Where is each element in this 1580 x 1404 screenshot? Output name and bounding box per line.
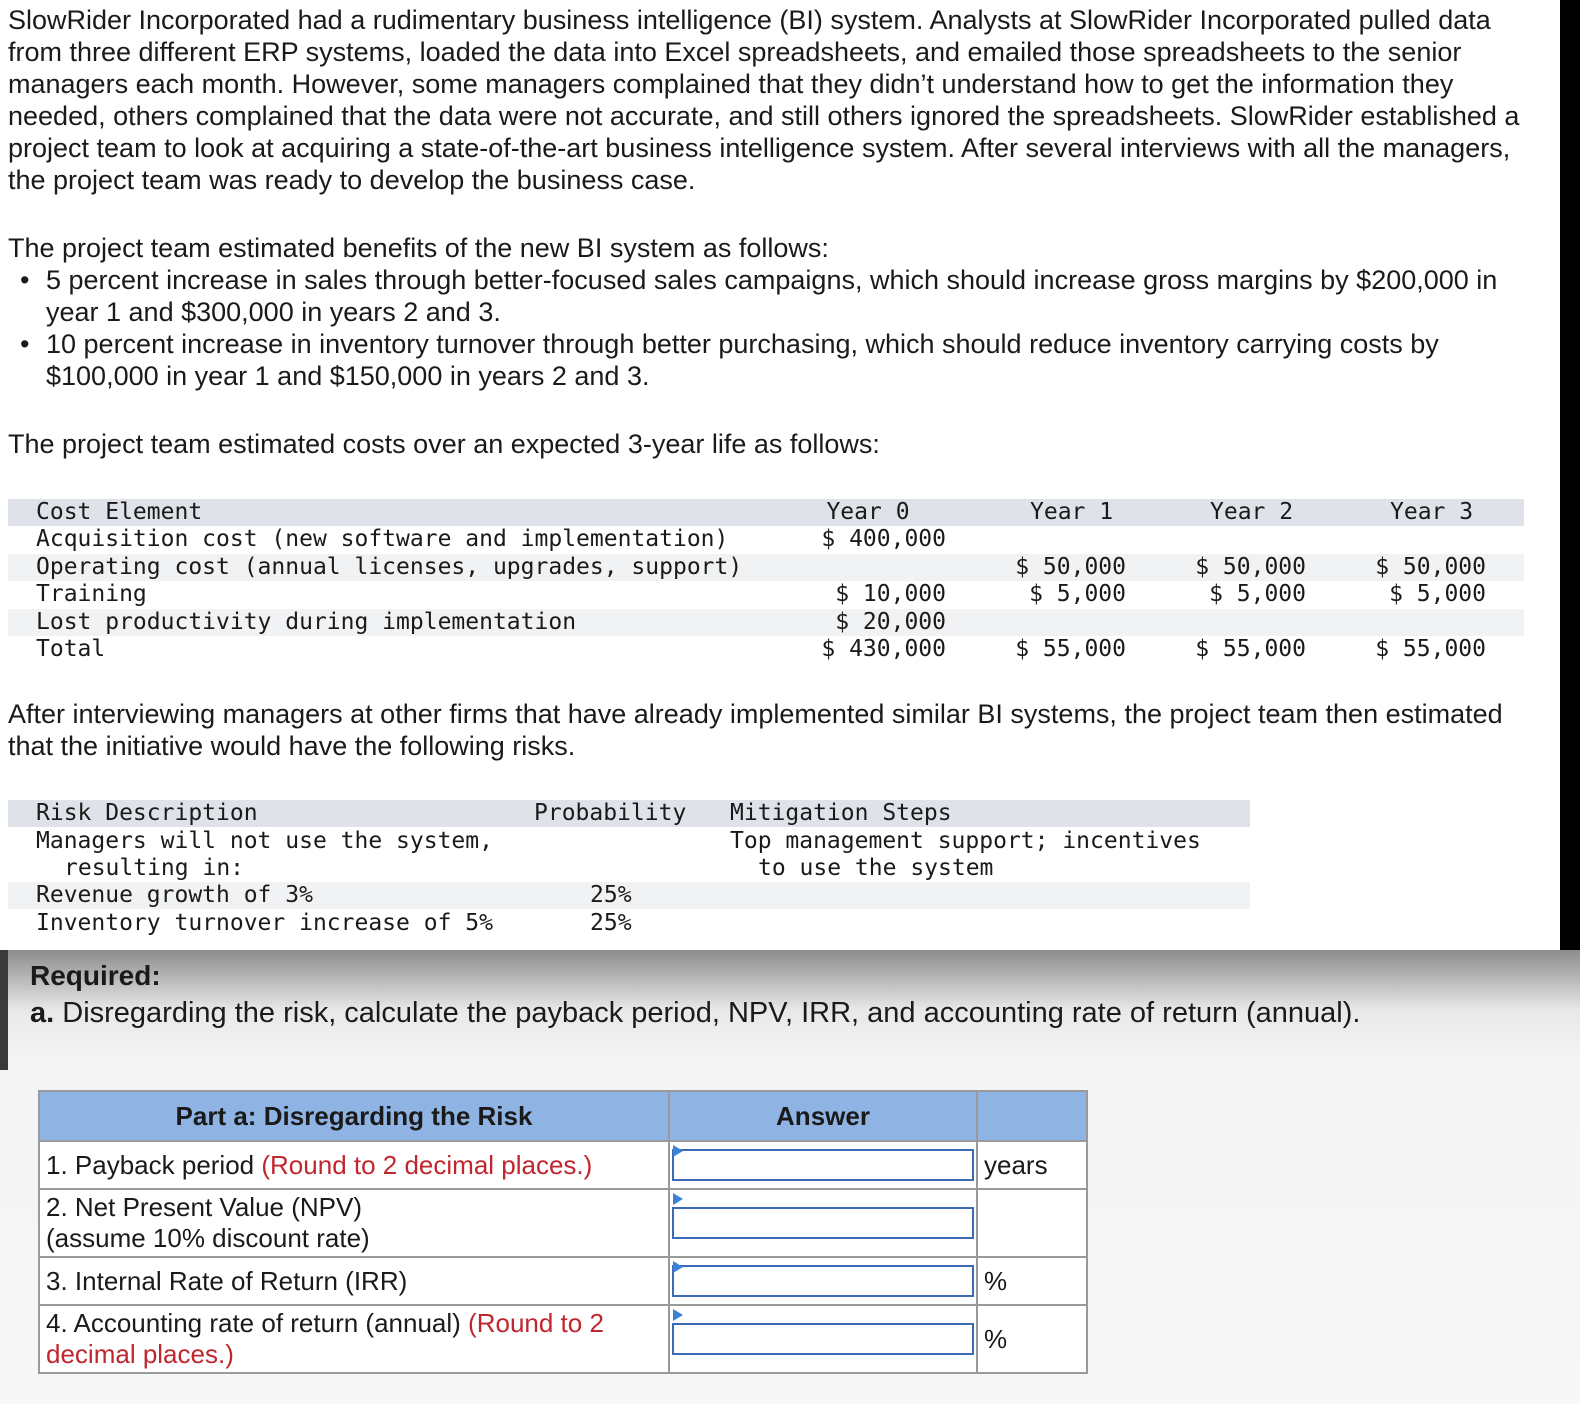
cost-cell: $ 400,000 — [821, 526, 946, 552]
benefits-intro: The project team estimated benefits of the new BI system as follows: — [8, 233, 829, 263]
flag-icon — [673, 1309, 683, 1321]
answer-cell — [669, 1141, 977, 1189]
arr-input[interactable] — [672, 1323, 974, 1355]
cost-cell: $ 10,000 — [835, 581, 946, 607]
cost-header-year2: Year 2 — [1210, 499, 1294, 525]
part-a-text: Disregarding the risk, calculate the payback period, NPV, IRR, and accounting rate of return (annual). — [62, 997, 1361, 1029]
cost-row-label: Operating cost (annual licenses, upgrades, support) — [36, 554, 743, 580]
answer-table-header-left: Part a: Disregarding the Risk — [39, 1091, 669, 1141]
unit-label: % — [977, 1257, 1087, 1305]
irr-input[interactable] — [672, 1265, 974, 1297]
cost-total-cell: $ 430,000 — [821, 636, 946, 662]
cost-header-year1: Year 1 — [1030, 499, 1114, 525]
npv-input[interactable] — [672, 1207, 974, 1239]
risk-description: Revenue growth of 3% — [36, 882, 313, 908]
cost-cell: $ 50,000 — [1375, 554, 1486, 580]
answer-cell — [669, 1257, 977, 1305]
cost-row-label: Lost productivity during implementation — [36, 609, 577, 635]
cost-total-cell: $ 55,000 — [1015, 636, 1126, 662]
cost-cell: $ 5,000 — [1209, 581, 1306, 607]
cost-row-label: Acquisition cost (new software and implementation) — [36, 526, 729, 552]
risk-probability: 25% — [590, 910, 632, 936]
unit-label: % — [977, 1305, 1087, 1373]
arr-label: 4. Accounting rate of return (annual) — [46, 1308, 461, 1338]
answer-table-header-unit — [977, 1091, 1087, 1141]
risk-description: Managers will not use the system, — [36, 828, 493, 854]
cost-header-element: Cost Element — [36, 499, 203, 525]
bullet-icon: • — [20, 329, 30, 359]
question-label — [39, 1141, 669, 1189]
window-edge — [0, 950, 8, 1070]
risk-header-description: Risk Description — [36, 800, 258, 826]
risk-header-probability: Probability — [534, 800, 687, 826]
question-label — [39, 1305, 669, 1373]
risk-intro: After interviewing managers at other firms that have already implemented similar BI systems, the project team then estimated that the initiative would have the following risks. — [8, 699, 1503, 761]
benefit-text-2: 10 percent increase in inventory turnover through better purchasing, which should reduce inventory carrying costs by $100,000 in year 1 and $150,000 in years 2 and 3. — [46, 329, 1439, 391]
costs-intro: The project team estimated costs over an expected 3-year life as follows: — [8, 429, 880, 459]
risk-header-mitigation: Mitigation Steps — [730, 800, 952, 826]
table-row — [39, 1257, 1087, 1305]
risk-mitigation: Top management support; incentives — [730, 828, 1201, 854]
cost-total-cell: $ 55,000 — [1375, 636, 1486, 662]
cost-row-label: Training — [36, 581, 147, 607]
payback-label: 1. Payback period — [46, 1149, 255, 1180]
table-row — [39, 1189, 1087, 1257]
answer-cell — [669, 1305, 977, 1373]
window-edge — [1560, 0, 1580, 950]
risk-description-cont: resulting in: — [64, 855, 245, 881]
risk-mitigation-cont: to use the system — [758, 855, 994, 881]
risk-description: Inventory turnover increase of 5% — [36, 910, 493, 936]
rounding-note: (Round to 2 — [468, 1308, 604, 1338]
question-panel — [0, 950, 1580, 1404]
payback-input[interactable] — [672, 1149, 974, 1181]
rounding-note-cont: decimal places.) — [46, 1339, 234, 1369]
cost-total-label: Total — [36, 636, 106, 662]
benefit-text-1: 5 percent increase in sales through better-focused sales campaigns, which should increase gross margins by $200,000 in year 1 and $300,000 in years 2 and 3. — [46, 265, 1498, 327]
table-row — [39, 1305, 1087, 1373]
cost-cell: $ 5,000 — [1389, 581, 1486, 607]
flag-icon — [673, 1193, 683, 1205]
flag-icon — [673, 1145, 683, 1157]
answer-table — [38, 1090, 1088, 1374]
flag-icon — [673, 1261, 683, 1273]
part-a-letter: a. — [30, 997, 55, 1029]
table-row — [39, 1141, 1087, 1189]
required-title: Required: — [30, 960, 161, 991]
cost-cell: $ 50,000 — [1195, 554, 1306, 580]
cost-cell: $ 5,000 — [1029, 581, 1126, 607]
bullet-icon: • — [20, 265, 30, 295]
question-label: 3. Internal Rate of Return (IRR) — [39, 1257, 669, 1305]
cost-cell: $ 20,000 — [835, 609, 946, 635]
npv-label-note: (assume 10% discount rate) — [46, 1223, 370, 1253]
required-part-a — [30, 997, 1360, 1030]
cost-header-year0: Year 0 — [826, 499, 910, 525]
answer-table-header-answer: Answer — [669, 1091, 977, 1141]
answer-cell — [669, 1189, 977, 1257]
risk-probability: 25% — [590, 882, 632, 908]
npv-label: 2. Net Present Value (NPV) — [46, 1192, 362, 1222]
cost-cell: $ 50,000 — [1015, 554, 1126, 580]
cost-header-band — [8, 499, 1524, 526]
cost-header-year3: Year 3 — [1390, 499, 1474, 525]
unit-label — [977, 1189, 1087, 1257]
rounding-note: (Round to 2 decimal places.) — [261, 1149, 593, 1180]
question-label — [39, 1189, 669, 1257]
intro-paragraph: SlowRider Incorporated had a rudimentary business intelligence (BI) system. Analysts at SlowRider Incorporated pulled data from three different ERP systems, loaded the data into Excel spreadsheets, and emailed those spreadsheets to the senior managers each month. However, some managers complained that they didn’t understand how to get the information they needed, others complained that the data were not accurate, and still others ignored the spreadsheets. SlowRider established a project team to look at acquiring a state-of-the-art business intelligence system. After several interviews with all the managers, the project team was ready to develop the business case. — [8, 5, 1520, 195]
unit-label: years — [977, 1141, 1087, 1189]
cost-total-cell: $ 55,000 — [1195, 636, 1306, 662]
